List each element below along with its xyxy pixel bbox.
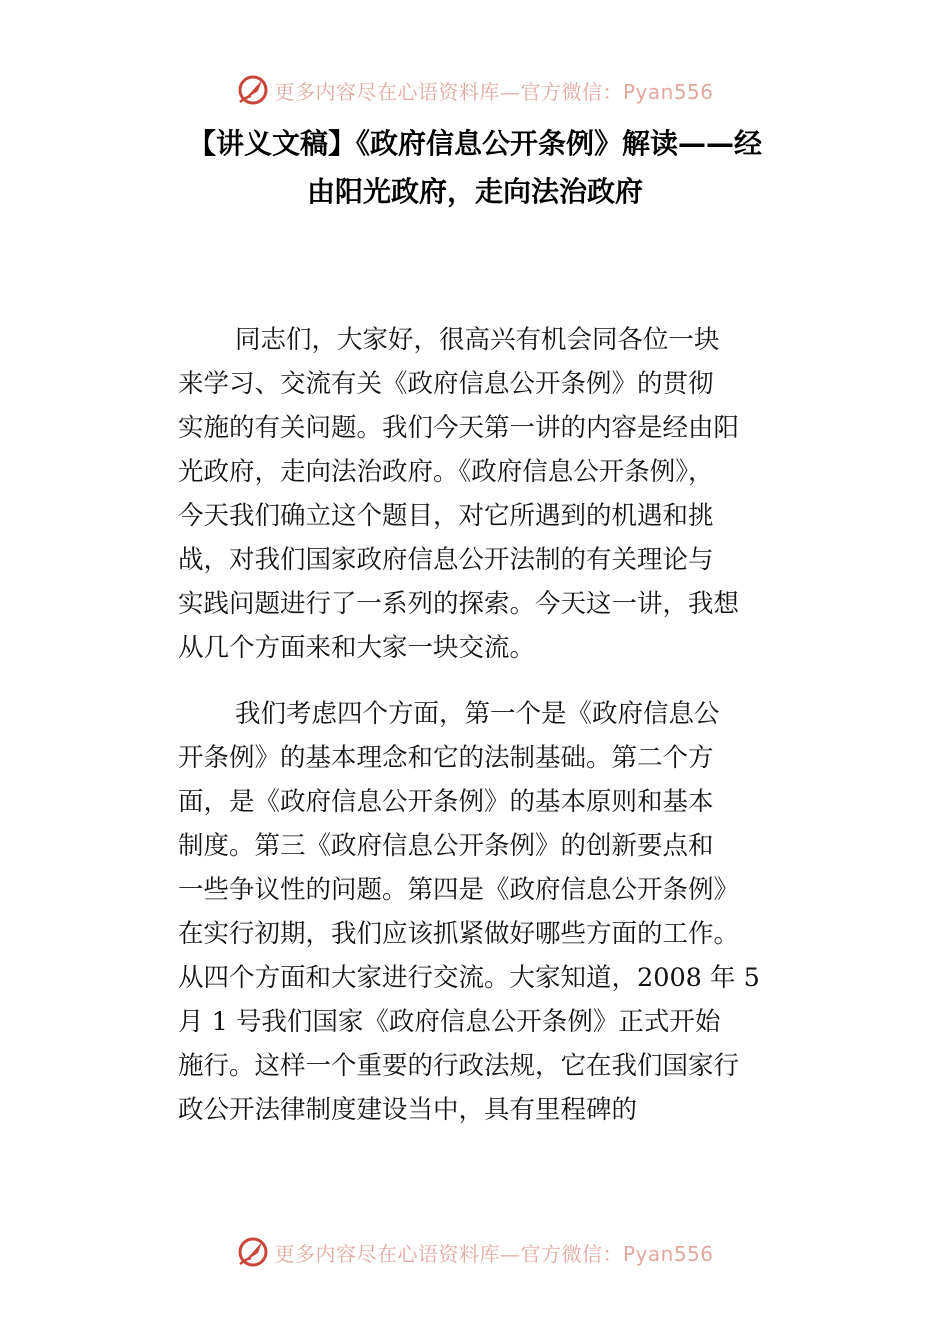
watermark-text: 更多内容尽在心语资料库—官方微信：Pyan556: [274, 79, 714, 104]
text-line: 政公开法律制度建设当中，具有里程碑的: [178, 1095, 638, 1125]
text-line: 从几个方面来和大家一块交流。: [178, 633, 536, 663]
text-line: 实施的有关问题。我们今天第一讲的内容是经由阳: [178, 413, 740, 443]
quill-logo-icon: [236, 1235, 270, 1269]
paragraph-2: [178, 692, 798, 1132]
text-line: 一些争议性的问题。第四是《政府信息公开条例》: [178, 875, 740, 905]
text-line: 施行。这样一个重要的行政法规，它在我们国家行: [178, 1051, 740, 1081]
paragraph-1: [178, 318, 798, 670]
watermark-footer: [0, 1232, 950, 1272]
text-line: 月 1 号我们国家《政府信息公开条例》正式开始: [178, 1007, 721, 1037]
text-line: 从四个方面和大家进行交流。大家知道，2008 年 5: [178, 963, 760, 993]
text-line: 开条例》的基本理念和它的法制基础。第二个方: [178, 743, 714, 773]
title-line: 【讲义文稿】《政府信息公开条例》解读——经: [187, 127, 762, 160]
watermark-text: 更多内容尽在心语资料库—官方微信：Pyan556: [274, 1241, 714, 1266]
title-line: 由阳光政府，走向法治政府: [306, 175, 643, 208]
text-line: 来学习、交流有关《政府信息公开条例》的贯彻: [178, 369, 714, 399]
text-line: 战，对我们国家政府信息公开法制的有关理论与: [178, 545, 714, 575]
document-title: [150, 120, 800, 216]
document-body: [178, 318, 798, 1154]
text-line: 制度。第三《政府信息公开条例》的创新要点和: [178, 831, 714, 861]
quill-logo-icon: [236, 73, 270, 107]
watermark-header: [0, 70, 950, 110]
text-line: 我们考虑四个方面，第一个是《政府信息公: [235, 699, 720, 729]
text-line: 面，是《政府信息公开条例》的基本原则和基本: [178, 787, 714, 817]
text-line: 同志们，大家好，很高兴有机会同各位一块: [235, 325, 720, 355]
text-line: 实践问题进行了一系列的探索。今天这一讲，我想: [178, 589, 740, 619]
text-line: 在实行初期，我们应该抓紧做好哪些方面的工作。: [178, 919, 740, 949]
text-line: 光政府，走向法治政府。《政府信息公开条例》，: [178, 457, 714, 487]
text-line: 今天我们确立这个题目，对它所遇到的机遇和挑: [178, 501, 714, 531]
